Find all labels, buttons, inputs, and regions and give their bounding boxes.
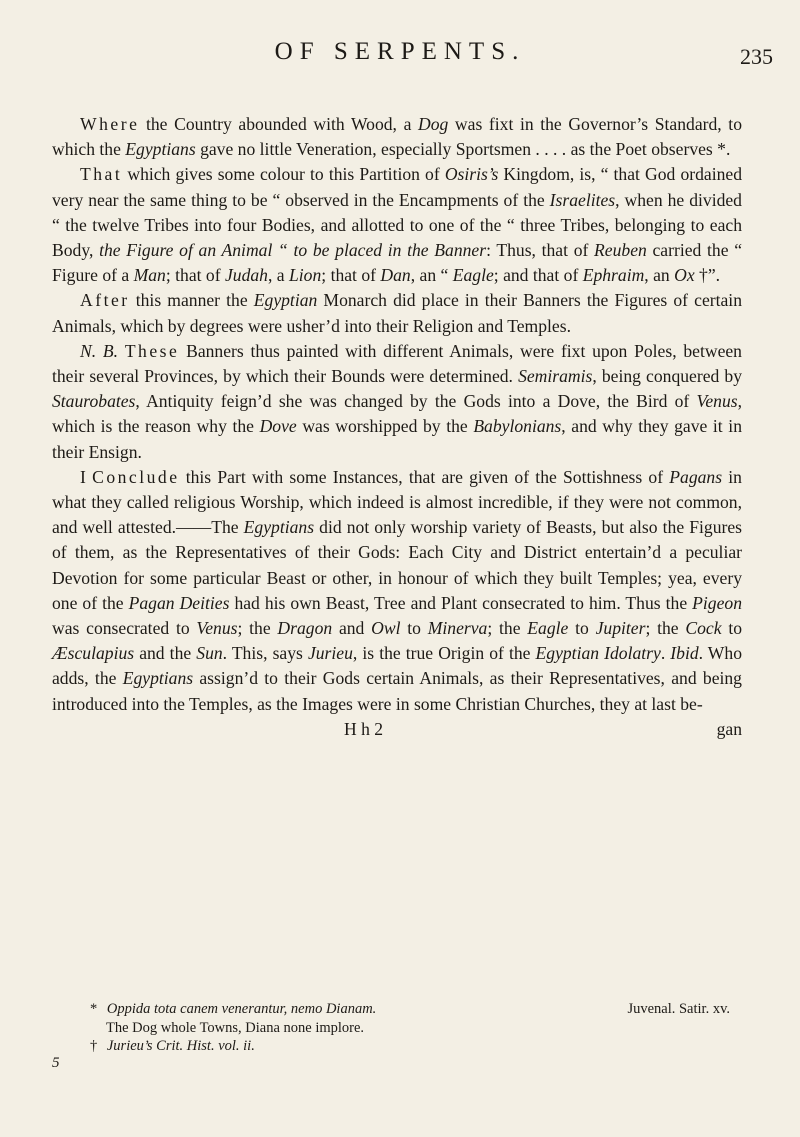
text-run: , is the true Origin of the [352,643,536,664]
italic-text: Minerva [427,618,488,639]
paragraph [52,288,742,338]
text-run: had his own Beast, Tree and Plant consecrated to him. Thus the [229,592,693,613]
small-caps-text: Conclude [92,466,180,487]
text-run: did not only worship variety of Beasts, but also the Figures of them, as the Representatives of their Gods: Each City and District entertain’d a peculiar Devotion for some particular Beast or other, in honour of which they built Temples; yea, every one of the [52,517,743,613]
page-number: 235 [740,44,773,69]
running-head: OF SERPENTS. [274,38,526,65]
paragraph [52,162,742,288]
footnote-text: Oppida tota canem venerantur, nemo Dianam. [106,1001,377,1017]
text-run: the Country abounded with Wood, a [139,114,418,134]
italic-text: Eagle [452,265,494,286]
text-run: and [332,618,372,639]
text-run: . This, says [222,643,308,664]
italic-text: Babylonians [473,416,562,437]
small-caps-text: These [124,340,180,361]
italic-text: Israelites [549,189,616,210]
paragraph [52,465,742,717]
italic-text: Æsculapius [52,643,135,664]
italic-text: the Figure of an Animal “ to be placed in the Banner [99,240,487,261]
italic-text: Pagan Deities [128,592,230,613]
text-run: , being conquered by [592,366,743,387]
text-run: ; the [237,618,278,639]
italic-text: Dove [259,416,297,437]
italic-text: Eagle [527,618,569,639]
italic-text: Semiramis [518,366,593,387]
italic-text: Ephraim [582,265,645,286]
text-run: ; and that of [493,265,583,286]
text-run: gave no little Veneration, especially Sportsmen . . . . as the Poet observes *. [195,139,731,160]
text-run: to [400,618,428,639]
italic-text: Osiris’s [444,164,499,185]
italic-text: Cock [685,618,722,639]
italic-text: N. B. [80,340,119,361]
text-run: ; that of [321,265,381,286]
footnote-text: The Dog whole Towns, Diana none implore. [106,1019,365,1036]
margin-mark: 5 [52,1055,60,1071]
italic-text: Venus [696,391,738,412]
italic-text: Venus [196,618,238,639]
footnote [90,1019,730,1038]
text-run: , and why they gave it in their Ensign. [52,416,742,462]
text-run: was fixt in the Governor’s Standard, to which the [52,114,742,160]
text-run: : Thus, that of [486,240,595,261]
text-run: this Part with some Instances, that are given of the Sottishness of [179,466,670,487]
text-run: Kingdom, is, “ that God ordained very near the same thing to be “ observed in the Encampments of the [52,164,742,210]
footnote-mark: † [90,1038,98,1054]
italic-text: Pigeon [692,592,742,613]
text-run: which gives some colour to this Partition of [122,164,445,185]
italic-text: Sun [196,643,223,664]
italic-text: Staurobates [52,391,136,412]
italic-text: Man [133,265,166,286]
text-run: ; the [645,618,686,639]
italic-text: Lion [289,265,322,286]
italic-text: Jurieu [307,643,353,664]
text-run: assign’d to their Gods certain Animals, as their Representatives, and being introduced into the Temples, as the Images were in some Christian Churches, they at last be- [52,668,742,714]
italic-text: Egyptians [243,517,315,538]
text-run: and the [134,643,197,664]
text-run: ; the [487,618,528,639]
catchword: gan [716,718,742,739]
footnote-text: Jurieu’s Crit. Hist. vol. ii. [106,1038,255,1054]
text-run: ; that of [165,265,225,286]
text-run: in what they called religious Worship, which indeed is almost incredible, if they were not common, and well attested.——The [52,466,742,538]
text-run: . Who adds, the [52,643,742,689]
text-run: , an “ [410,265,453,286]
footnotes [90,1000,730,1056]
text-run: was worshipped by the [296,416,474,437]
footnote-mark: * [90,1001,98,1017]
italic-text: Pagans [669,466,723,487]
body-text [52,112,742,742]
footnote [90,1000,730,1019]
text-run: , Antiquity feign’d she was changed by the Gods into a Dove, the Bird of [135,391,697,412]
italic-text: Reuben [594,240,647,261]
italic-text: Dog [418,114,449,134]
italic-text: Judah [224,265,268,286]
italic-text: Owl [371,618,401,639]
text-run: , when he divided “ the twelve Tribes into four Bodies, and allotted to one of the “ three Tribes, belonging to each Body, [52,189,742,261]
text-run: , an [644,265,675,286]
text-run: Banners thus painted with different Animals, were fixt upon Poles, between their several Provinces, by which their Bounds were determined. [52,340,742,387]
italic-text: Ox [674,265,695,286]
text-run: to [721,618,743,639]
italic-text: Egyptian Idolatry [535,643,661,664]
signature-mark: H h 2 [344,718,384,739]
paragraph [52,112,742,162]
small-caps-text: After [80,290,130,311]
text-run: I [80,466,93,487]
text-run: , a [267,265,289,286]
text-run [118,341,125,361]
italic-text: Egyptians [122,668,194,689]
footnote [90,1037,730,1056]
text-run: carried the “ Figure of a [52,240,743,286]
italic-text: Dan [380,265,411,286]
italic-text: Egyptians [125,139,196,160]
text-run: was consecrated to [52,618,197,639]
footnote-reference: Juvenal. Satir. xv. [627,1001,730,1017]
paragraph [52,339,742,465]
small-caps-text: That [80,164,123,185]
text-run: . [660,643,671,664]
italic-text: Ibid [670,643,699,664]
italic-text: Egyptian [253,290,318,311]
italic-text: Dragon [277,618,333,639]
small-caps-text: Where [80,114,140,134]
text-run: , which is the reason why the [52,391,742,437]
text-run: †”. [694,265,721,286]
italic-text: Jupiter [595,618,646,639]
catchline [52,717,742,742]
text-run: to [568,618,596,639]
text-run: Monarch did place in their Banners the Figures of certain Animals, which by degrees were usher’d into their Religion and Temples. [52,290,742,336]
text-run: this manner the [129,290,254,311]
